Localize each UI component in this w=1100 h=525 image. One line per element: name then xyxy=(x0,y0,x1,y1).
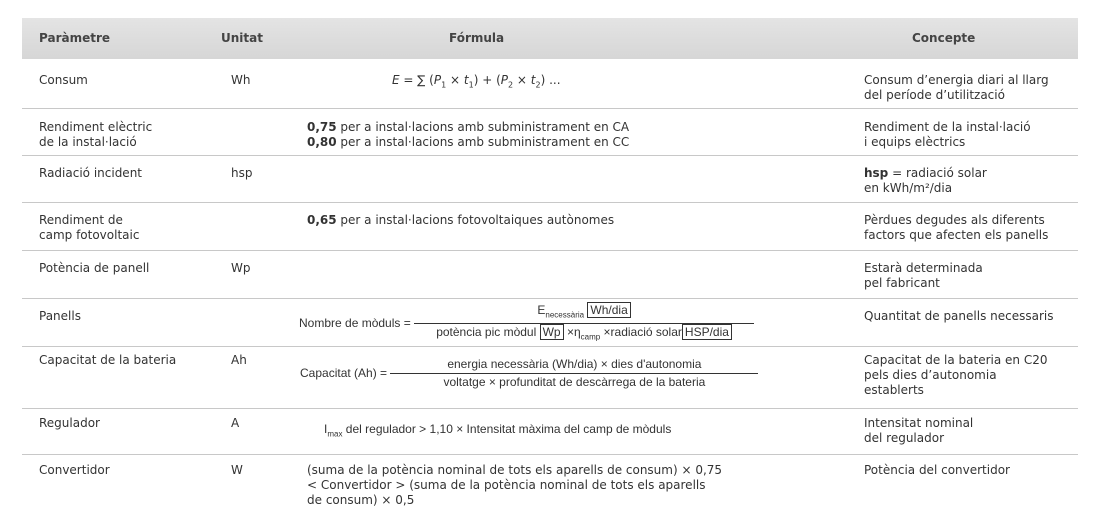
concept-cell: Capacitat de la bateria en C20 pels dies d’autonomia establerts xyxy=(864,353,1048,397)
table-header xyxy=(22,18,1078,59)
param-cell: Regulador xyxy=(39,416,100,430)
param-cell: Potència de panell xyxy=(39,261,150,275)
table-row xyxy=(22,299,1078,347)
header-parametre: Paràmetre xyxy=(39,31,111,45)
table-row xyxy=(22,251,1078,299)
param-cell: Rendiment de camp fotovoltaic xyxy=(39,213,140,242)
param-cell: Panells xyxy=(39,309,81,323)
param-cell: Convertidor xyxy=(39,463,110,477)
header-unitat: Unitat xyxy=(221,31,263,45)
header-formula: Fórmula xyxy=(449,31,505,45)
table-row xyxy=(22,455,1078,513)
concept-cell: Estarà determinada pel fabricant xyxy=(864,261,983,290)
concept-cell: Consum d’energia diari al llarg del període d’utilització xyxy=(864,73,1049,102)
formula-cell: E = ∑ $(P_1 \times t_1) + (P_2 \times t_2)$ ... xyxy=(392,73,561,90)
header-concepte: Concepte xyxy=(912,31,976,45)
concept-cell: hsp = radiació solar en kWh/m²/dia xyxy=(864,166,987,195)
table-row xyxy=(22,409,1078,455)
formula-cell: (suma de la potència nominal de tots els aparells de consum) × 0,75 < Convertidor > (suma de la potència nominal de tots els aparells de consum) × 0,5 xyxy=(307,463,723,507)
table-row xyxy=(22,347,1078,409)
formula-cell: $I_{max}$ del regulador > 1,10 × Intensitat màxima del camp de mòduls xyxy=(324,422,672,439)
unit-cell: Wp xyxy=(231,261,251,275)
parameters-table xyxy=(22,18,1078,513)
concept-cell: Quantitat de panells necessaris xyxy=(864,309,1054,323)
formula-cell: Capacitat (Ah) = $\frac{\text{energia necessària (Wh/dia) × dies d'autonomia}}{\text{voltatge × profunditat de descàrrega de la bateria}}$ xyxy=(300,357,758,390)
table-row xyxy=(22,109,1078,156)
unit-cell: Ah xyxy=(231,353,247,367)
unit-cell: W xyxy=(231,463,243,477)
table-row xyxy=(22,59,1078,109)
table-row xyxy=(22,156,1078,203)
formula-cell: 0,75 per a instal·lacions amb subministrament en CA 0,80 per a instal·lacions amb subministrament en CC xyxy=(307,120,630,149)
concept-cell: Pèrdues degudes als diferents factors que afecten els panells xyxy=(864,213,1049,242)
concept-cell: Intensitat nominal del regulador xyxy=(864,416,974,445)
param-cell: Rendiment elèctric de la instal·lació xyxy=(39,120,153,149)
formula-cell: Nombre de mòduls = $\frac{E_{necessària} Wh/dia}{potència pic mòdul Wp \times\eta_{camp} \times radiació solar HSP/dia}$ xyxy=(299,303,754,345)
unit-cell: A xyxy=(231,416,240,430)
concept-cell: Potència del convertidor xyxy=(864,463,1010,477)
param-cell: Radiació incident xyxy=(39,166,143,180)
param-cell: Consum xyxy=(39,73,88,87)
concept-cell: Rendiment de la instal·lació i equips elèctrics xyxy=(864,120,1031,149)
formula-cell: 0,65 per a instal·lacions fotovoltaiques autònomes xyxy=(307,213,615,227)
unit-cell: hsp xyxy=(231,166,253,180)
param-cell: Capacitat de la bateria xyxy=(39,353,177,367)
table-row xyxy=(22,203,1078,251)
unit-cell: Wh xyxy=(231,73,251,87)
